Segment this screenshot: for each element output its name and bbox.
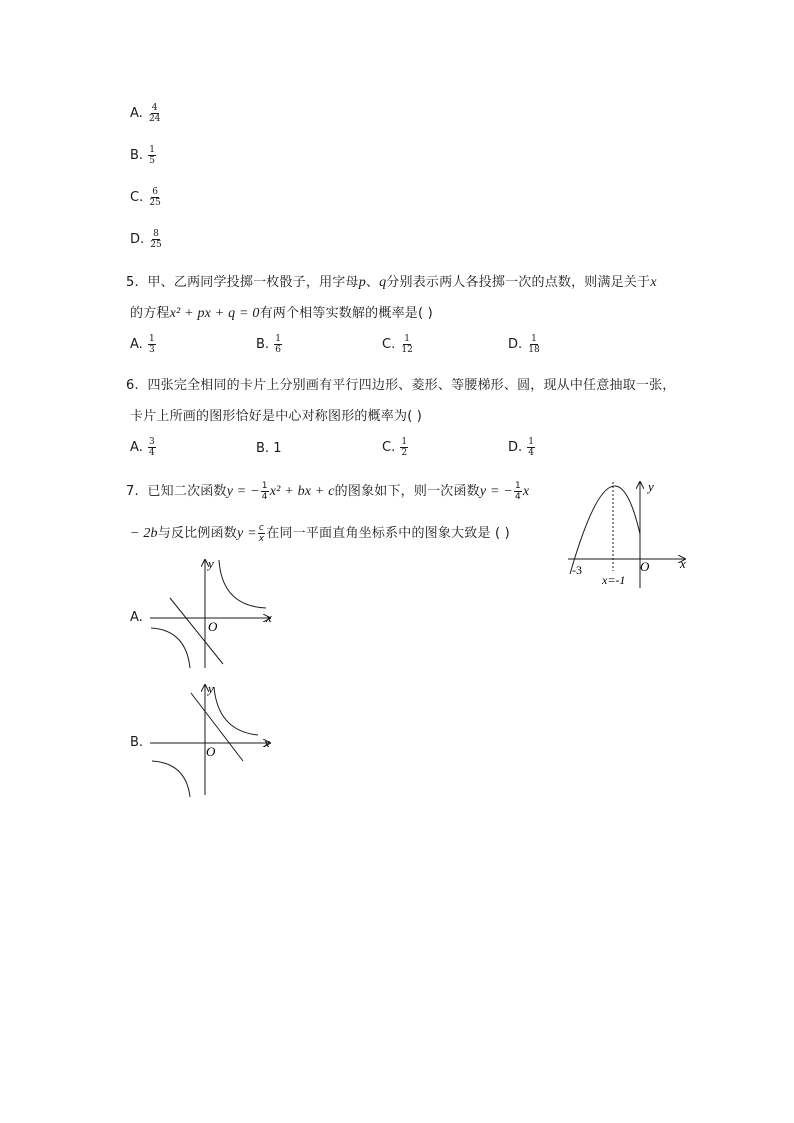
q6-line-1: 6. 四张完全相同的卡片上分别画有平行四边形、菱形、等腰梯形、圆，现从中任意抽取一张， bbox=[126, 378, 676, 393]
parabola-figure bbox=[560, 476, 700, 592]
fraction: $\frac{1}{18}$ bbox=[528, 334, 540, 355]
q7-option-a-letter[interactable]: A. bbox=[130, 610, 143, 625]
fraction: $\frac{1}{5}$ bbox=[149, 145, 155, 166]
q7-line-2: − 2b与反比例函数y = $\frac{c}{x}$ 在同一平面直角坐标系中的图象大致是 ( ) bbox=[130, 523, 510, 544]
fraction: $\frac{3}{4}$ bbox=[148, 437, 155, 458]
q4-option-c[interactable] bbox=[130, 187, 163, 208]
hyperbola-branch-1 bbox=[219, 560, 266, 608]
fraction: $\frac{8}{25}$ bbox=[150, 229, 162, 250]
axis-label: x=-1 bbox=[602, 573, 626, 587]
q5-option-c[interactable]: C. $\frac{1}{12}$ bbox=[382, 334, 413, 355]
option-letter: B. bbox=[130, 148, 144, 163]
q5-line-2: 的方程x² + px + q = 0有两个相等实数解的概率是( ) bbox=[130, 306, 433, 321]
question-number: 6. bbox=[126, 378, 139, 393]
neg3-label: -3 bbox=[572, 563, 582, 577]
x-label: x bbox=[680, 556, 686, 571]
q4-option-b[interactable] bbox=[130, 145, 157, 166]
fraction: $\frac{1}{6}$ bbox=[275, 334, 281, 355]
q6-option-d[interactable]: D. $\frac{1}{4}$ bbox=[508, 437, 535, 458]
q5-option-d[interactable]: D. $\frac{1}{18}$ bbox=[508, 334, 540, 355]
q5-option-a[interactable]: A. $\frac{1}{3}$ bbox=[130, 334, 155, 355]
q7-option-b-graph[interactable] bbox=[146, 681, 278, 799]
option-letter: D. bbox=[130, 232, 145, 247]
question-number: 7. bbox=[126, 484, 139, 499]
fraction: $\frac{c}{x}$ bbox=[258, 523, 265, 544]
x-label: x bbox=[264, 735, 270, 750]
question-number: 5. bbox=[126, 275, 139, 290]
hyperbola-branch-1 bbox=[214, 687, 258, 735]
origin-label: O bbox=[640, 559, 650, 574]
q6-line-2: 卡片上所画的图形恰好是中心对称图形的概率为( ) bbox=[130, 409, 423, 424]
y-label: y bbox=[208, 556, 214, 571]
fraction: $\frac{4}{24}$ bbox=[148, 103, 161, 124]
q5-line-1: 5. 甲、乙两同学投掷一枚骰子，用字母p、q分别表示两人各投掷一次的点数，则满足关于x bbox=[126, 275, 657, 290]
y-label: y bbox=[208, 681, 214, 696]
q4-option-a[interactable] bbox=[130, 103, 162, 124]
q7-line-1: 7. 已知二次函数y = − $\frac{1}{4}$ x² + bx + c的图象如下，则一次函数y = − $\frac{1}{4}$ x bbox=[126, 481, 530, 502]
q4-option-d[interactable] bbox=[130, 229, 164, 250]
fraction: $\frac{1}{4}$ bbox=[528, 437, 535, 458]
option-letter: C. bbox=[130, 190, 144, 205]
hyperbola-branch-2 bbox=[151, 628, 190, 668]
fraction: $\frac{1}{4}$ bbox=[514, 481, 521, 502]
origin-label: O bbox=[208, 619, 218, 634]
origin-label: O bbox=[206, 744, 216, 759]
q6-option-a[interactable]: A. $\frac{3}{4}$ bbox=[130, 437, 155, 458]
fraction: $\frac{1}{4}$ bbox=[261, 481, 268, 502]
q7-option-b-letter[interactable]: B. bbox=[130, 735, 144, 750]
q7-option-a-graph[interactable] bbox=[146, 556, 278, 672]
y-label: y bbox=[648, 479, 654, 494]
option-letter: A. bbox=[130, 106, 143, 121]
equation: x² + px + q = 0 bbox=[169, 306, 260, 321]
parabola-curve bbox=[570, 486, 640, 574]
fraction: $\frac{1}{12}$ bbox=[401, 334, 413, 355]
fraction: $\frac{1}{3}$ bbox=[148, 334, 155, 355]
q6-option-b[interactable]: B. 1 bbox=[256, 441, 282, 456]
fraction: $\frac{6}{25}$ bbox=[149, 187, 161, 208]
q5-option-b[interactable]: B. $\frac{1}{6}$ bbox=[256, 334, 281, 355]
x-label: x bbox=[266, 610, 272, 625]
hyperbola-branch-2 bbox=[152, 761, 190, 797]
fraction: $\frac{1}{2}$ bbox=[401, 437, 408, 458]
q6-option-c[interactable]: C. $\frac{1}{2}$ bbox=[382, 437, 408, 458]
